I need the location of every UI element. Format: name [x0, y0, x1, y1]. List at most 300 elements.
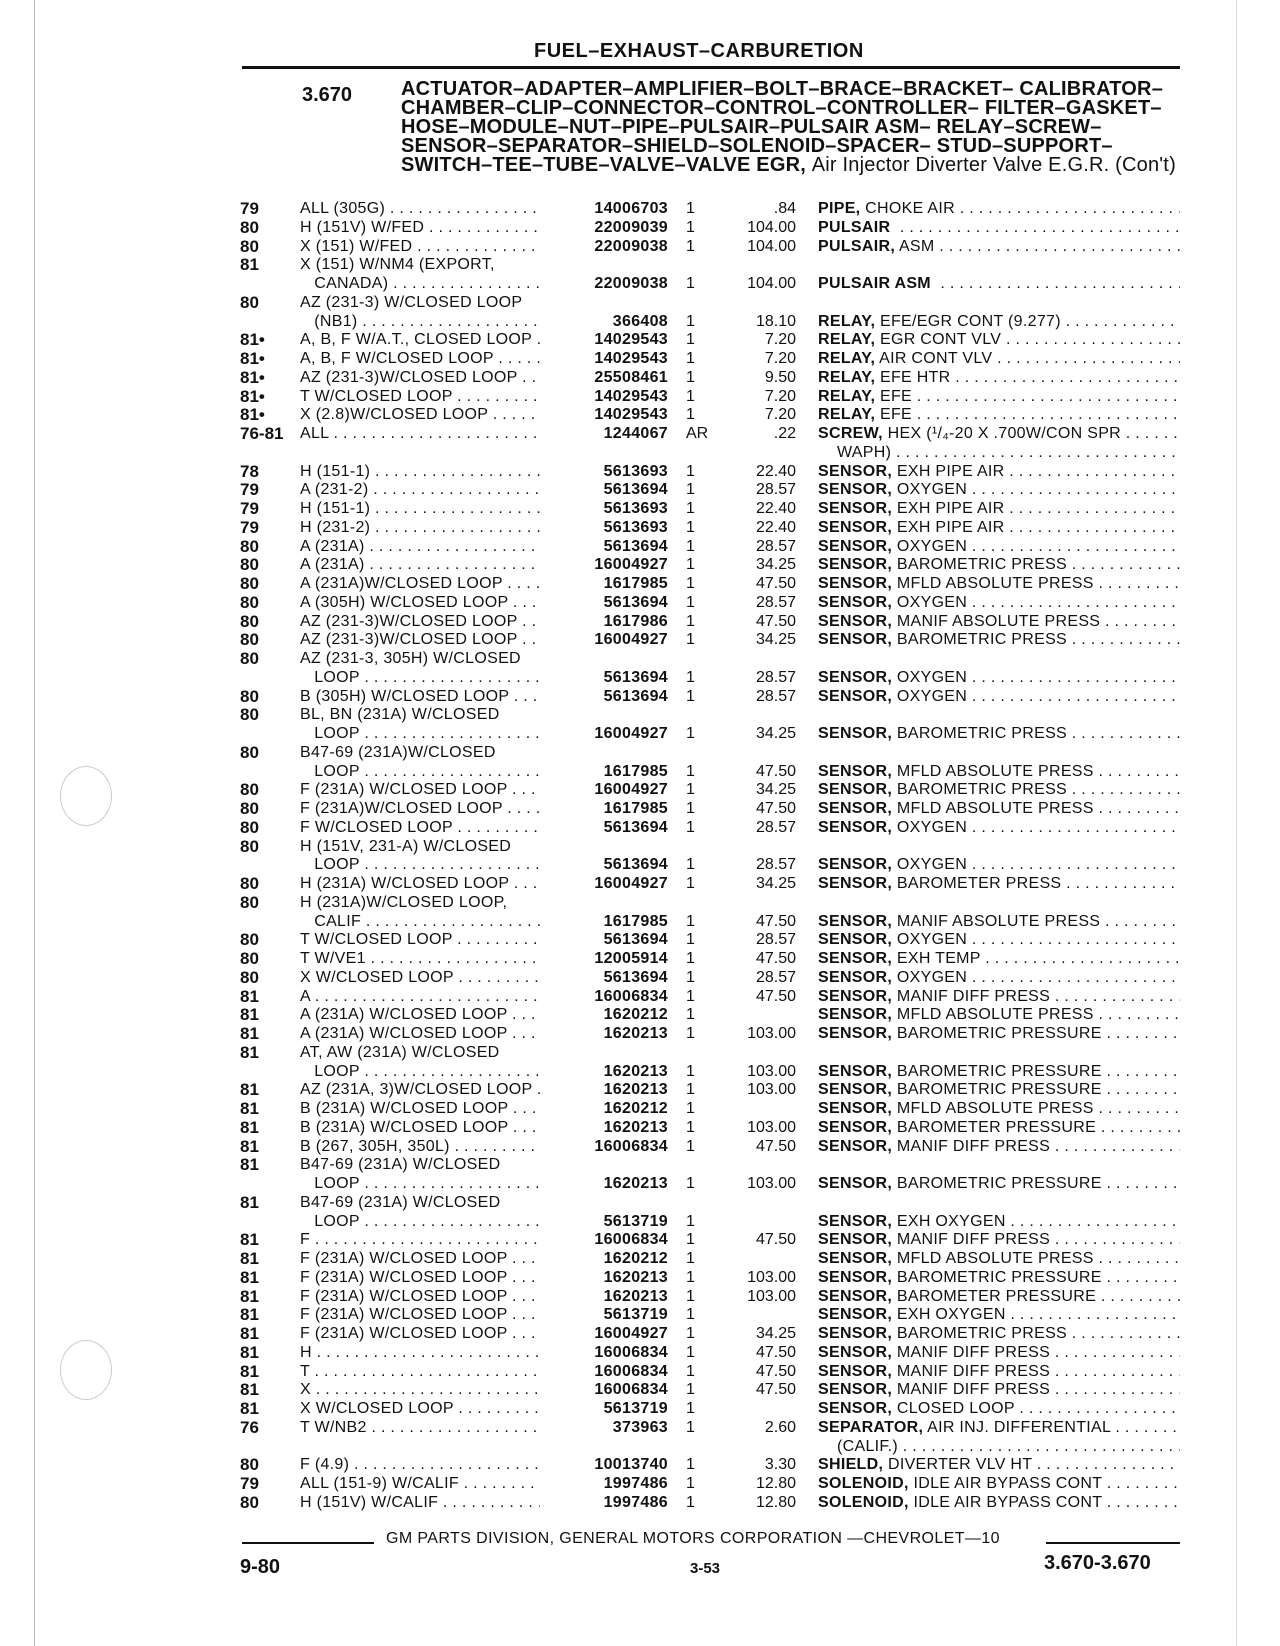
description-name: SENSOR,	[818, 1006, 893, 1024]
quantity: 1	[686, 1493, 695, 1511]
table-row	[0, 1363, 1280, 1382]
description	[818, 313, 1180, 332]
description	[818, 331, 1180, 350]
application: X (151) W/NM4 (EXPORT,	[300, 256, 495, 274]
table-row	[0, 1306, 1280, 1325]
model-year: 81	[240, 1136, 259, 1156]
quantity: 1	[686, 1287, 695, 1305]
description	[818, 1194, 1180, 1213]
parts-table	[0, 200, 1280, 1513]
model-year: 81•	[240, 386, 265, 406]
part-number: 5613719	[540, 1306, 668, 1325]
description-detail: BAROMETRIC PRESSURE	[896, 1062, 1102, 1080]
footer-publisher: GM PARTS DIVISION, GENERAL MOTORS CORPORATION —CHEVROLET—10	[386, 1530, 1000, 1547]
table-row	[0, 688, 1280, 707]
quantity: 1	[686, 1212, 695, 1230]
model-year: 80	[240, 799, 259, 818]
quantity: 1	[686, 1343, 695, 1361]
application: A (231A) W/CLOSED LOOP . . .	[300, 1006, 562, 1025]
application: B47-69 (231A) W/CLOSED	[300, 1193, 501, 1211]
quantity: 1	[686, 1006, 695, 1024]
quantity: 1	[686, 556, 695, 574]
description	[818, 1156, 1180, 1175]
part-number: 5613694	[540, 669, 668, 688]
table-row	[0, 669, 1280, 688]
price: 3.30	[764, 1456, 796, 1474]
quantity: 1	[686, 481, 695, 499]
quantity: 1	[686, 1025, 695, 1042]
model-year: 81	[240, 1117, 259, 1137]
price: 47.50	[755, 1137, 796, 1155]
description-detail: IDLE AIR BYPASS CONT	[913, 1475, 1103, 1492]
model-year: 80	[240, 649, 259, 668]
description-detail: BAROMETRIC PRESS	[896, 556, 1068, 574]
part-number: 5613694	[540, 856, 668, 875]
quantity: 1	[686, 631, 695, 649]
model-year: 80	[240, 930, 259, 950]
header-rule	[242, 66, 1180, 69]
price: 104.00	[747, 218, 796, 236]
part-number: 1620213	[540, 1063, 668, 1082]
table-row	[0, 800, 1280, 819]
table-row	[0, 1438, 1280, 1457]
application: B (267, 305H, 350L) . . .	[300, 1138, 562, 1157]
description-name: SENSOR,	[818, 762, 893, 780]
description-name: SENSOR,	[818, 1118, 893, 1136]
price: 104.00	[747, 237, 796, 255]
part-number: 1620213	[540, 1269, 668, 1288]
description-name: SENSOR,	[818, 1287, 893, 1305]
price: 28.57	[755, 668, 796, 686]
description-name: PULSAIR,	[818, 237, 896, 255]
price: 103.00	[747, 1175, 796, 1192]
description-name: SENSOR,	[818, 987, 893, 1005]
description-name: SENSOR,	[818, 1306, 893, 1324]
footer-section-range: 3.670-3.670	[1044, 1552, 1151, 1574]
application: B47-69 (231A)W/CLOSED	[300, 743, 496, 761]
description	[818, 1400, 1180, 1419]
table-row	[0, 1456, 1280, 1475]
part-number: 5613694	[540, 538, 668, 557]
table-row	[0, 1475, 1280, 1494]
description	[818, 219, 1180, 238]
table-row	[0, 931, 1280, 950]
application: LOOP . . .	[300, 669, 562, 688]
price: .84	[773, 200, 796, 217]
quantity: AR	[686, 425, 709, 442]
table-row	[0, 294, 1280, 313]
description	[818, 988, 1180, 1007]
description-detail: EFE	[879, 387, 913, 405]
model-year: 80	[240, 1455, 259, 1475]
description	[818, 800, 1180, 819]
description-name: RELAY,	[818, 368, 876, 386]
description	[818, 388, 1180, 407]
description-detail: OXYGEN	[896, 481, 968, 499]
part-number: 16004927	[540, 1325, 668, 1344]
part-number: 5613719	[540, 1213, 668, 1232]
description	[818, 481, 1180, 500]
description-name: SENSOR,	[818, 518, 893, 536]
model-year: 81	[240, 1080, 259, 1100]
table-row	[0, 1063, 1280, 1082]
description-detail: MANIF DIFF PRESS	[896, 1362, 1051, 1380]
application: F (231A) W/CLOSED LOOP . . .	[300, 1306, 562, 1325]
quantity: 1	[686, 1175, 695, 1192]
table-row	[0, 444, 1280, 463]
model-year: 76	[240, 1417, 259, 1437]
table-row	[0, 1213, 1280, 1232]
description-name: SENSOR,	[818, 1250, 893, 1267]
description	[818, 1025, 1180, 1044]
part-number: 366408	[540, 313, 668, 332]
application: A, B, F W/CLOSED LOOP . . .	[300, 350, 562, 369]
quantity: 1	[686, 1062, 695, 1080]
description	[818, 1081, 1180, 1100]
description	[818, 1100, 1180, 1119]
part-number: 16004927	[540, 781, 668, 800]
model-year: 80	[240, 874, 259, 893]
description-detail: OXYGEN	[896, 668, 968, 686]
quantity: 1	[686, 1456, 695, 1474]
application: B (231A) W/CLOSED LOOP . . .	[300, 1119, 562, 1138]
part-number: 1620213	[540, 1175, 668, 1194]
application: H . . .	[300, 1344, 562, 1363]
quantity: 1	[686, 575, 695, 592]
application: H (231-2) . . .	[300, 519, 562, 538]
table-row	[0, 1494, 1280, 1513]
part-number: 12005914	[540, 950, 668, 969]
description-detail: EXH OXYGEN	[896, 1306, 1006, 1324]
quantity: 1	[686, 950, 695, 967]
price: 34.25	[755, 556, 796, 574]
description-detail: BAROMETRIC PRESSURE	[896, 1268, 1102, 1286]
application: F (231A) W/CLOSED LOOP . . .	[300, 781, 562, 800]
application: F . . .	[300, 1231, 562, 1250]
description-name: RELAY,	[818, 387, 876, 405]
part-number: 22009038	[540, 238, 668, 257]
table-row	[0, 613, 1280, 632]
description	[818, 1138, 1180, 1157]
part-number: 1620213	[540, 1081, 668, 1100]
table-row	[0, 1119, 1280, 1138]
part-number: 5613694	[540, 688, 668, 707]
model-year: 78	[240, 461, 259, 481]
part-number: 22009038	[540, 275, 668, 294]
application: ALL . . .	[300, 425, 562, 444]
application: A (231A) W/CLOSED LOOP . . .	[300, 1025, 562, 1044]
application: F (4.9) . . .	[300, 1456, 562, 1475]
model-year: 80	[240, 742, 259, 762]
quantity: 1	[686, 1475, 695, 1492]
description	[818, 556, 1180, 575]
model-year: 80	[240, 217, 259, 237]
model-year: 81	[240, 1005, 259, 1025]
model-year: 80	[240, 705, 259, 725]
description-detail: EFE/EGR CONT (9.277)	[879, 312, 1061, 330]
price: 28.57	[755, 818, 796, 836]
description-name: SENSOR,	[818, 800, 893, 817]
description-name: SENSOR,	[818, 1231, 893, 1249]
quantity: 1	[686, 612, 695, 630]
model-year: 80	[240, 574, 259, 593]
section-number: 3.670	[302, 84, 353, 106]
model-year: 81	[240, 1305, 259, 1325]
description	[818, 519, 1180, 538]
description-name: PULSAIR ASM	[818, 275, 931, 292]
part-number: 1244067	[540, 425, 668, 444]
description-name: RELAY,	[818, 312, 876, 330]
part-number: 14029543	[540, 406, 668, 425]
price: 47.50	[755, 800, 796, 817]
quantity: 1	[686, 687, 695, 705]
description	[818, 369, 1180, 388]
model-year: 81	[240, 1024, 259, 1043]
description-name: PIPE,	[818, 200, 861, 217]
table-row	[0, 819, 1280, 838]
application: H (151V, 231-A) W/CLOSED	[300, 837, 512, 855]
price: 103.00	[747, 1118, 796, 1136]
table-row	[0, 1175, 1280, 1194]
price: 28.57	[755, 593, 796, 611]
description-detail: MANIF DIFF PRESS	[896, 1137, 1051, 1155]
description	[818, 1363, 1180, 1382]
table-row	[0, 369, 1280, 388]
description-detail: (CALIF.)	[822, 1437, 899, 1455]
description-detail: BAROMETRIC PRESSURE	[896, 1081, 1102, 1099]
application: A (231A)W/CLOSED LOOP . . .	[300, 575, 562, 594]
description-name: SENSOR,	[818, 1025, 893, 1042]
model-year: 81	[240, 986, 259, 1006]
description	[818, 538, 1180, 557]
quantity: 1	[686, 818, 695, 836]
table-row	[0, 313, 1280, 332]
table-row	[0, 406, 1280, 425]
table-row	[0, 256, 1280, 275]
part-number: 16006834	[540, 1344, 668, 1363]
description-detail: MFLD ABSOLUTE PRESS	[896, 800, 1094, 817]
table-row	[0, 238, 1280, 257]
description	[818, 1325, 1180, 1344]
price: 7.20	[764, 331, 796, 349]
part-number: 5613694	[540, 819, 668, 838]
application: F (231A)W/CLOSED LOOP . . .	[300, 800, 562, 819]
table-row	[0, 519, 1280, 538]
description	[818, 256, 1180, 275]
description	[818, 1006, 1180, 1025]
price: 28.57	[755, 931, 796, 949]
description-detail: MANIF ABSOLUTE PRESS	[896, 912, 1101, 930]
model-year: 80	[240, 630, 259, 650]
quantity: 1	[686, 987, 695, 1005]
description-name: SENSOR,	[818, 1343, 893, 1361]
description	[818, 1213, 1180, 1232]
application: F (231A) W/CLOSED LOOP . . .	[300, 1250, 562, 1269]
description	[818, 631, 1180, 650]
application: B47-69 (231A) W/CLOSED	[300, 1156, 501, 1174]
price: 12.80	[755, 1493, 796, 1511]
model-year: 79	[240, 1474, 259, 1493]
description-name: PULSAIR	[818, 218, 891, 236]
model-year: 81	[240, 1399, 259, 1418]
table-row	[0, 763, 1280, 782]
application: A (231A) . . .	[300, 538, 562, 557]
description-name: SENSOR,	[818, 462, 893, 480]
table-row	[0, 1288, 1280, 1307]
quantity: 1	[686, 237, 695, 255]
model-year: 80	[240, 949, 259, 968]
table-row	[0, 1044, 1280, 1063]
price: 103.00	[747, 1268, 796, 1286]
part-number: 14006703	[540, 200, 668, 219]
application: AZ (231-3, 305H) W/CLOSED	[300, 650, 521, 667]
model-year: 80	[240, 611, 259, 631]
description-name: SENSOR,	[818, 1081, 893, 1099]
description-name: SCREW,	[818, 425, 883, 442]
description-detail: MANIF DIFF PRESS	[896, 1381, 1051, 1399]
application: ALL (305G) . . .	[300, 200, 562, 219]
description-detail: ASM	[898, 237, 935, 255]
description	[818, 1269, 1180, 1288]
part-number: 25508461	[540, 369, 668, 388]
model-year: 80	[240, 686, 259, 706]
description-detail: HEX (¹/₄-20 X .700W/CON SPR	[887, 425, 1122, 442]
table-row	[0, 838, 1280, 857]
part-number: 5613694	[540, 481, 668, 500]
footer-rule-left	[242, 1542, 374, 1544]
description-detail: EFE HTR	[879, 368, 951, 386]
quantity: 1	[686, 1362, 695, 1380]
description-name: SENSOR,	[818, 781, 893, 799]
part-number: 16004927	[540, 725, 668, 744]
price: 47.50	[755, 762, 796, 780]
description-detail: MFLD ABSOLUTE PRESS	[896, 1250, 1094, 1267]
price: 28.57	[755, 856, 796, 874]
part-number: 373963	[540, 1419, 668, 1438]
description-detail: BAROMETER PRESSURE	[896, 1118, 1097, 1136]
quantity: 1	[686, 1118, 695, 1136]
description-name: SENSOR,	[818, 612, 893, 630]
part-number: 16006834	[540, 1138, 668, 1157]
application: F (231A) W/CLOSED LOOP . . .	[300, 1288, 562, 1307]
section-title	[401, 80, 1191, 175]
part-number: 5613719	[540, 1400, 668, 1419]
description-name: SENSOR,	[818, 912, 893, 930]
table-row	[0, 1025, 1280, 1044]
quantity: 1	[686, 1137, 695, 1155]
table-row	[0, 856, 1280, 875]
price: 47.50	[755, 575, 796, 592]
description	[818, 1175, 1180, 1194]
description-name: RELAY,	[818, 350, 876, 367]
table-row	[0, 481, 1280, 500]
price: 22.40	[755, 462, 796, 480]
table-row	[0, 1325, 1280, 1344]
application: T W/CLOSED LOOP . . .	[300, 931, 562, 950]
price: 34.25	[755, 631, 796, 649]
description	[818, 819, 1180, 838]
quantity: 1	[686, 762, 695, 780]
description-name: SENSOR,	[818, 537, 893, 555]
application: B (305H) W/CLOSED LOOP . . .	[300, 688, 562, 707]
description-name: SENSOR,	[818, 856, 893, 874]
part-number: 1620213	[540, 1025, 668, 1044]
table-row	[0, 631, 1280, 650]
model-year: 80	[240, 236, 259, 256]
model-year: 81	[240, 1155, 259, 1175]
description-name: SENSOR,	[818, 1137, 893, 1155]
model-year: 80	[240, 292, 259, 312]
description	[818, 913, 1180, 932]
description	[818, 275, 1180, 294]
model-year: 79	[240, 499, 259, 518]
quantity: 1	[686, 1381, 695, 1399]
part-number: 1620212	[540, 1006, 668, 1025]
description	[818, 200, 1180, 219]
part-number: 14029543	[540, 388, 668, 407]
description-name: SENSOR,	[818, 1381, 893, 1399]
table-row	[0, 575, 1280, 594]
application: H (231A) W/CLOSED LOOP . . .	[300, 875, 562, 894]
part-number: 16004927	[540, 556, 668, 575]
quantity: 1	[686, 1306, 695, 1324]
application: LOOP . . .	[300, 1175, 562, 1194]
quantity: 1	[686, 593, 695, 611]
description-detail: EXH OXYGEN	[896, 1212, 1006, 1230]
model-year: 81	[240, 1324, 259, 1343]
description-detail: MFLD ABSOLUTE PRESS	[896, 1006, 1094, 1024]
section-title-main: ACTUATOR–ADAPTER–AMPLIFIER–BOLT–BRACE–BRACKET– CALIBRATOR–CHAMBER–CLIP–CONNECTOR–CONTROL–CONTROLLER– FILTER–GASKET–HOSE–MODULE–NUT–PIPE–PULSAIR–PULSAIR ASM– RELAY–SCREW–SENSOR–SEPARATOR–SHIELD–SOLENOID–SPACER– STUD–SUPPORT–SWITCH–TEE–TUBE–VALVE–VALVE EGR,	[401, 78, 1164, 176]
table-row	[0, 725, 1280, 744]
model-year: 81	[240, 1361, 259, 1381]
application: LOOP . . .	[300, 1213, 562, 1232]
part-number: 1617986	[540, 613, 668, 632]
table-row	[0, 650, 1280, 669]
price: 7.20	[764, 350, 796, 367]
description-detail: OXYGEN	[896, 537, 968, 555]
table-row	[0, 1006, 1280, 1025]
table-row	[0, 594, 1280, 613]
table-row	[0, 1231, 1280, 1250]
description-detail: AIR CONT VLV	[879, 350, 993, 367]
description	[818, 650, 1180, 669]
description-detail: CLOSED LOOP	[896, 1400, 1015, 1417]
description-name: RELAY,	[818, 406, 876, 424]
price: 47.50	[755, 1381, 796, 1399]
table-row	[0, 463, 1280, 482]
description-detail: OXYGEN	[896, 593, 968, 611]
description-name: SENSOR,	[818, 668, 893, 686]
description-detail: BAROMETER PRESSURE	[896, 1287, 1097, 1305]
price: 2.60	[764, 1418, 796, 1436]
model-year: 79	[240, 199, 259, 218]
description	[818, 1044, 1180, 1063]
description-detail: OXYGEN	[896, 856, 968, 874]
footer-date: 9-80	[240, 1556, 281, 1578]
description	[818, 1456, 1180, 1475]
quantity: 1	[686, 387, 695, 405]
table-row	[0, 744, 1280, 763]
table-row	[0, 1250, 1280, 1269]
description	[818, 1063, 1180, 1082]
description	[818, 1306, 1180, 1325]
continued-label: (Con't)	[1115, 154, 1176, 176]
model-year: 81•	[240, 349, 265, 368]
description-name: SENSOR,	[818, 1175, 893, 1192]
description	[818, 894, 1180, 913]
footer-page-number: 3-53	[690, 1560, 721, 1577]
price: 34.25	[755, 725, 796, 742]
